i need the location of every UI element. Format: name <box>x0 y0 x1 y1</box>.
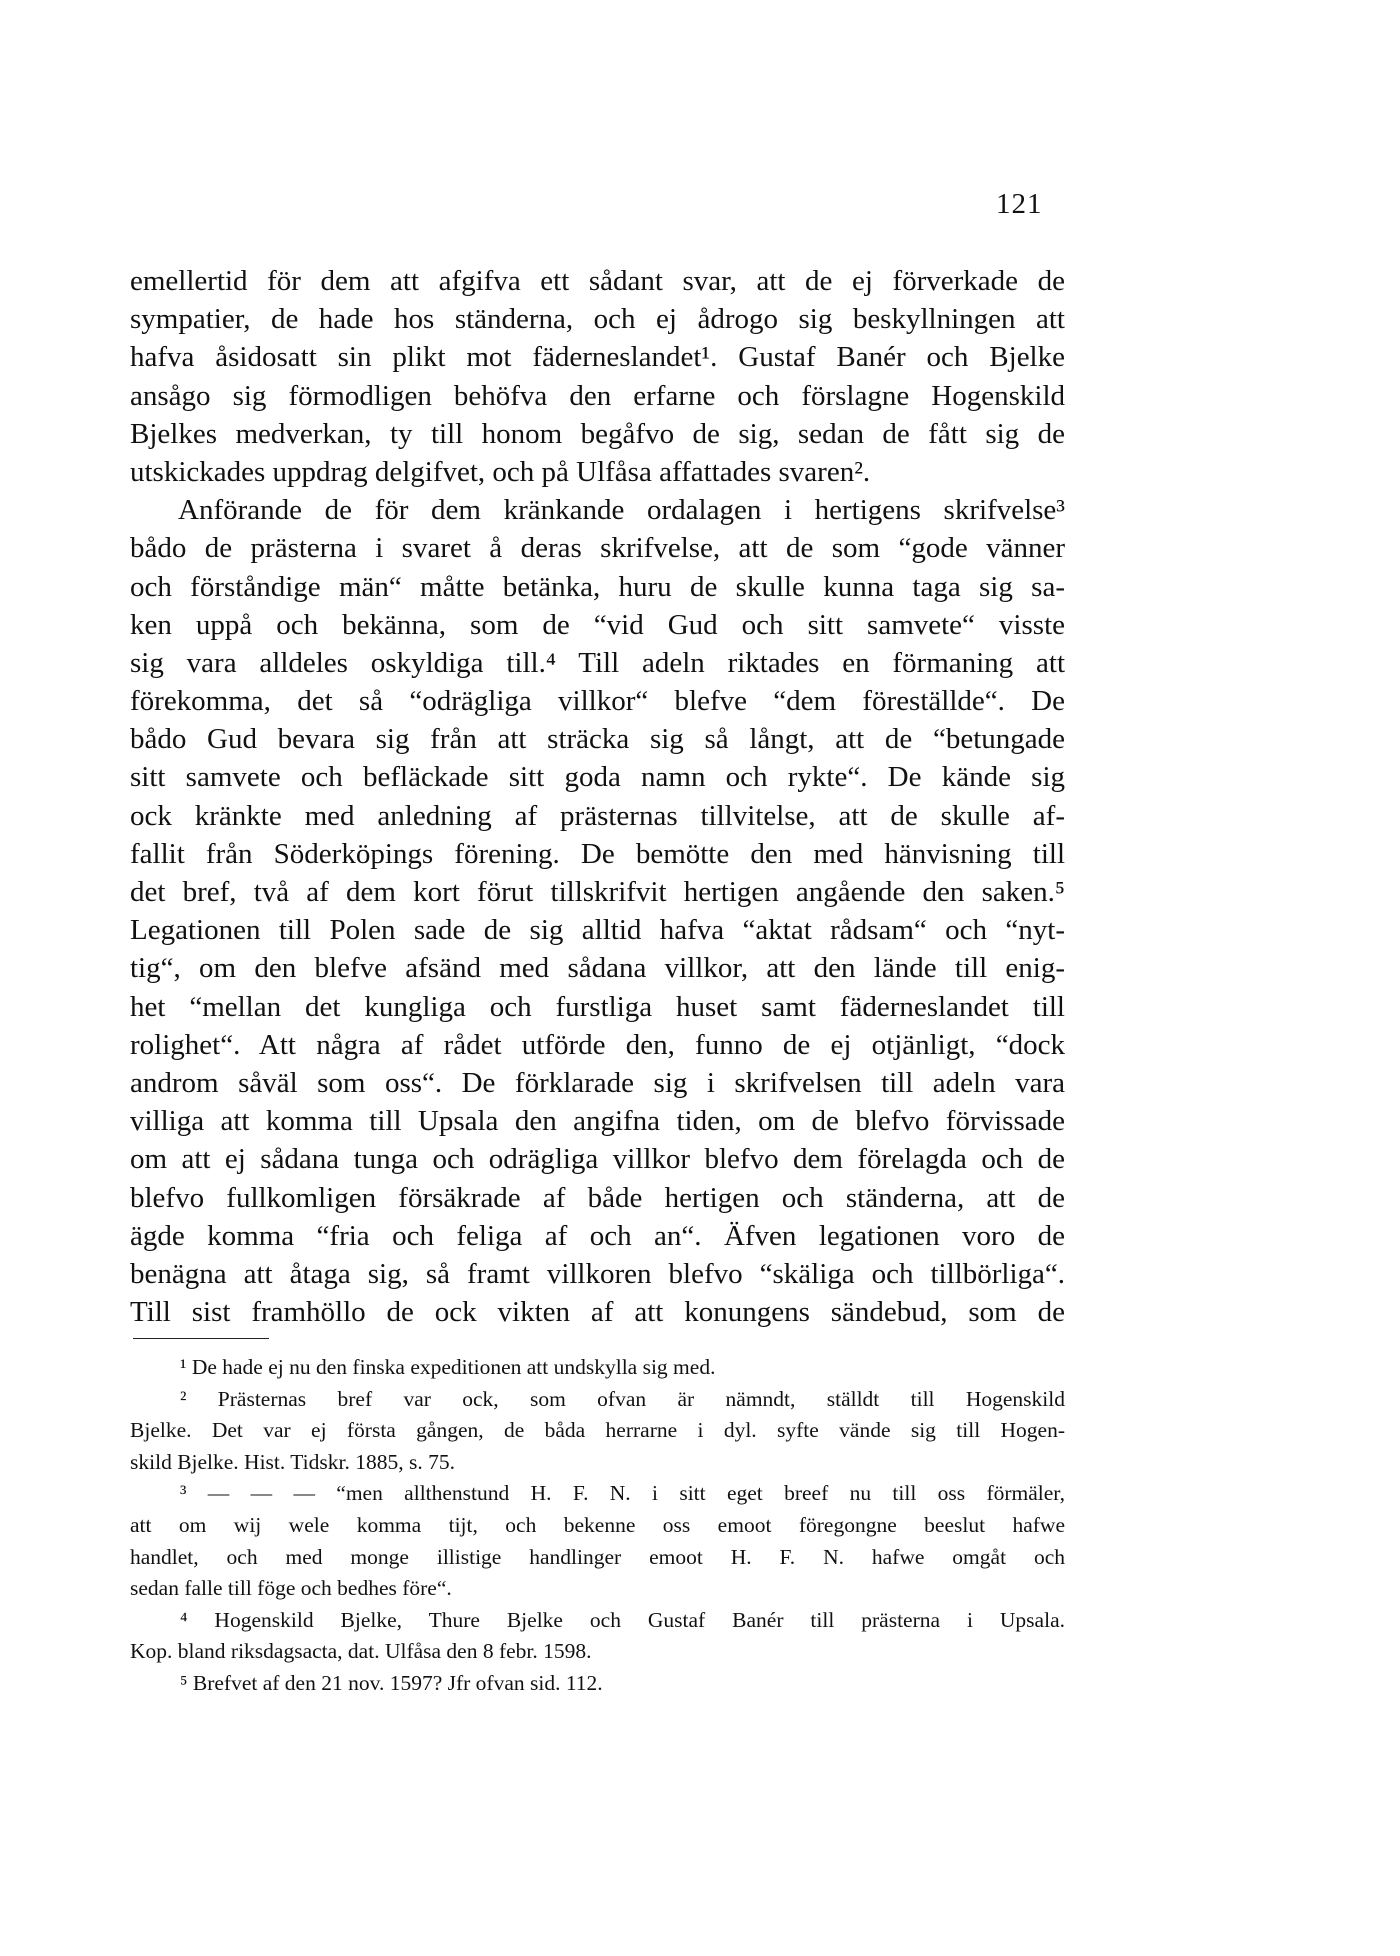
footnote-line: ⁴ Hogenskild Bjelke, Thure Bjelke och Gustaf Banér till prästerna i Upsala. <box>180 1607 1065 1632</box>
footnote-line: ⁵ Brefvet af den 21 nov. 1597? Jfr ofvan sid. 112. <box>180 1670 603 1695</box>
body-line: förekomma, det så “odrägliga villkor“ blefve “dem föreställde“. De <box>130 685 1065 718</box>
footnote-line: att om wij wele komma tijt, och bekenne oss emoot föregongne beeslut hafwe <box>130 1512 1065 1537</box>
body-line: och förståndige män“ måtte betänka, huru de skulle kunna taga sig sa- <box>130 570 1065 603</box>
body-text <box>130 262 1065 1331</box>
body-line: het “mellan det kungliga och furstliga huset samt fäderneslandet till <box>130 990 1065 1023</box>
body-line: Till sist framhöllo de ock vikten af att konungens sändebud, som de <box>130 1296 1065 1329</box>
body-line: om att ej sådana tunga och odrägliga villkor blefvo dem förelagda och de <box>130 1143 1065 1176</box>
body-line: bådo Gud bevara sig från att sträcka sig så långt, att de “betungade <box>130 723 1065 756</box>
body-line: Bjelkes medverkan, ty till honom begåfvo de sig, sedan de fått sig de <box>130 417 1065 450</box>
footnote-line: Bjelke. Det var ej första gången, de båda herrarne i dyl. syfte vände sig till Hogen- <box>130 1418 1065 1443</box>
footnote-line: ³ — — — “men allthenstund H. F. N. i sitt eget breef nu till oss förmäler, <box>180 1481 1065 1506</box>
body-line: bådo de prästerna i svaret å deras skrifvelse, att de som “gode vänner <box>130 532 1065 565</box>
body-line: tig“, om den blefve afsänd med sådana villkor, att den lände till enig- <box>130 952 1065 985</box>
body-line: Legationen till Polen sade de sig alltid hafva “aktat rådsam“ och “nyt- <box>130 914 1065 947</box>
body-line: rolighet“. Att några af rådet utförde den, funno de ej otjänligt, “dock <box>130 1028 1065 1061</box>
footnote-line: ² Prästernas bref var ock, som ofvan är nämndt, ställdt till Hogenskild <box>180 1386 1065 1411</box>
body-line: ken uppå och bekänna, som de “vid Gud och sitt samvete“ visste <box>130 608 1065 641</box>
body-line: sympatier, de hade hos ständerna, och ej ådrogo sig beskyllningen att <box>130 303 1065 336</box>
footnote-line: skild Bjelke. Hist. Tidskr. 1885, s. 75. <box>130 1449 455 1474</box>
body-line: androm såväl som oss“. De förklarade sig i skrifvelsen till adeln vara <box>130 1066 1065 1099</box>
footnote-line: ¹ De hade ej nu den finska expeditionen att undskylla sig med. <box>180 1355 716 1379</box>
body-line: benägna att åtaga sig, så framt villkoren blefvo “skäliga och tillbörliga“. <box>130 1257 1065 1290</box>
footnote-line: sedan falle till föge och bedhes före“. <box>130 1576 452 1601</box>
body-line: utskickades uppdrag delgifvet, och på Ulfåsa affattades svaren². <box>130 455 871 488</box>
body-line: emellertid för dem att afgifva ett sådant svar, att de ej förverkade de <box>130 265 1065 297</box>
body-line: villiga att komma till Upsala den angifna tiden, om de blefvo förvissade <box>130 1105 1065 1138</box>
body-line: hafva åsidosatt sin plikt mot fäderneslandet¹. Gustaf Banér och Bjelke <box>130 341 1065 374</box>
body-line: sitt samvete och befläckade sitt goda namn och rykte“. De kände sig <box>130 761 1065 794</box>
body-line: ansågo sig förmodligen behöfva den erfarne och förslagne Hogenskild <box>130 379 1065 412</box>
body-line: det bref, två af dem kort förut tillskrifvit hertigen angående den saken.⁵ <box>130 876 1065 908</box>
body-line: ägde komma “fria och feliga af och an“. Äfven legationen voro de <box>130 1219 1065 1252</box>
body-line: blefvo fullkomligen försäkrade af både hertigen och ständerna, att de <box>130 1181 1065 1214</box>
footnotes <box>130 1352 1065 1700</box>
footnote-line: Kop. bland riksdagsacta, dat. Ulfåsa den 8 febr. 1598. <box>130 1639 592 1664</box>
footnote-line: handlet, och med monge illistige handlinger emoot H. F. N. hafwe omgåt och <box>130 1544 1065 1569</box>
body-line: Anförande de för dem kränkande ordalagen i hertigens skrifvelse³ <box>178 494 1065 527</box>
page-number: 121 <box>996 188 1043 220</box>
body-line: fallit från Söderköpings förening. De bemötte den med hänvisning till <box>130 837 1065 870</box>
body-line: ock kränkte med anledning af prästernas tillvitelse, att de skulle af- <box>130 799 1065 832</box>
body-line: sig vara alldeles oskyldiga till.⁴ Till adeln riktades en förmaning att <box>130 646 1065 679</box>
footnote-divider <box>133 1338 269 1339</box>
